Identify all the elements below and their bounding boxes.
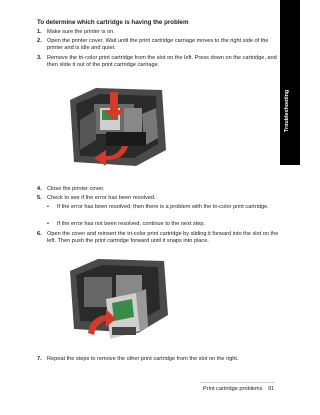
step-text: Make sure the printer is on.: [47, 29, 115, 35]
reinsert-cartridge-illustration: [66, 253, 172, 345]
step-text: Remove the tri-color print cartridge from the slot on the left. Press down on the cartridge, and then slide it out of the print cartridge carriage.: [47, 55, 277, 69]
step-text: Repeat the steps to remove the other print cartridge from the slot on the right.: [47, 356, 239, 362]
step-number: 3.: [37, 55, 42, 61]
step-text: Check to see if the error has been resolved.: [47, 195, 156, 201]
footer-divider: [200, 382, 275, 383]
step-number: 4.: [37, 186, 42, 192]
step-number: 5.: [37, 195, 42, 201]
page-number: 91: [268, 386, 275, 392]
remove-cartridge-illustration: [66, 80, 170, 170]
bullet-text: If the error has been resolved, then there is a problem with the tri-color print cartridge.: [57, 204, 269, 210]
step-number: 1.: [37, 29, 42, 35]
bullet-mark: •: [47, 221, 49, 227]
bullet-mark: •: [47, 204, 49, 210]
section-tab: [280, 0, 300, 165]
bullet-text: If the error has not been resolved, continue to the next step.: [57, 221, 206, 227]
step-text: Open the cover and reinsert the tri-color print cartridge by sliding it forward into the slot on the left. Then push the print cartridge forward until it snaps into place.: [47, 231, 279, 245]
procedure-heading: To determine which cartridge is having the problem: [37, 19, 189, 26]
step-number: 2.: [37, 38, 42, 44]
step-number: 7.: [37, 356, 42, 362]
step-number: 6.: [37, 231, 42, 237]
footer-section: Print cartridge problems: [203, 386, 263, 392]
manual-page: Troubleshooting To determine which cartridge is having the problem 1. Make sure the printer is on. 2. Open the printer cover. Wait until the print cartridge carriage moves to the right side of the printer and is idle and quiet. 3. Remove the tri-color print cartridge from the slot on the left. Press down on the cartridge, and then slide it out of the print cartridge carriage. 4. Close the printer cover. 5. Check to see if the error has been resolved. • If the error has been resolved, then there is a problem with the tri-color print cartridge. • If the error has not been resolved, continue to the next step. 6. Open the cover and reinsert the tri-color print cartridge by sliding it forward into the slot on the left. Then push the print cartridge forward until it snaps into place. 7. Repeat the steps to remove the other print cartridge from the slot on the right. Print cartridge problems 91: [0, 0, 300, 415]
step-text: Close the printer cover.: [47, 186, 105, 192]
step-text: Open the printer cover. Wait until the print cartridge carriage moves to the right side of the printer and is idle and quiet.: [47, 38, 269, 52]
